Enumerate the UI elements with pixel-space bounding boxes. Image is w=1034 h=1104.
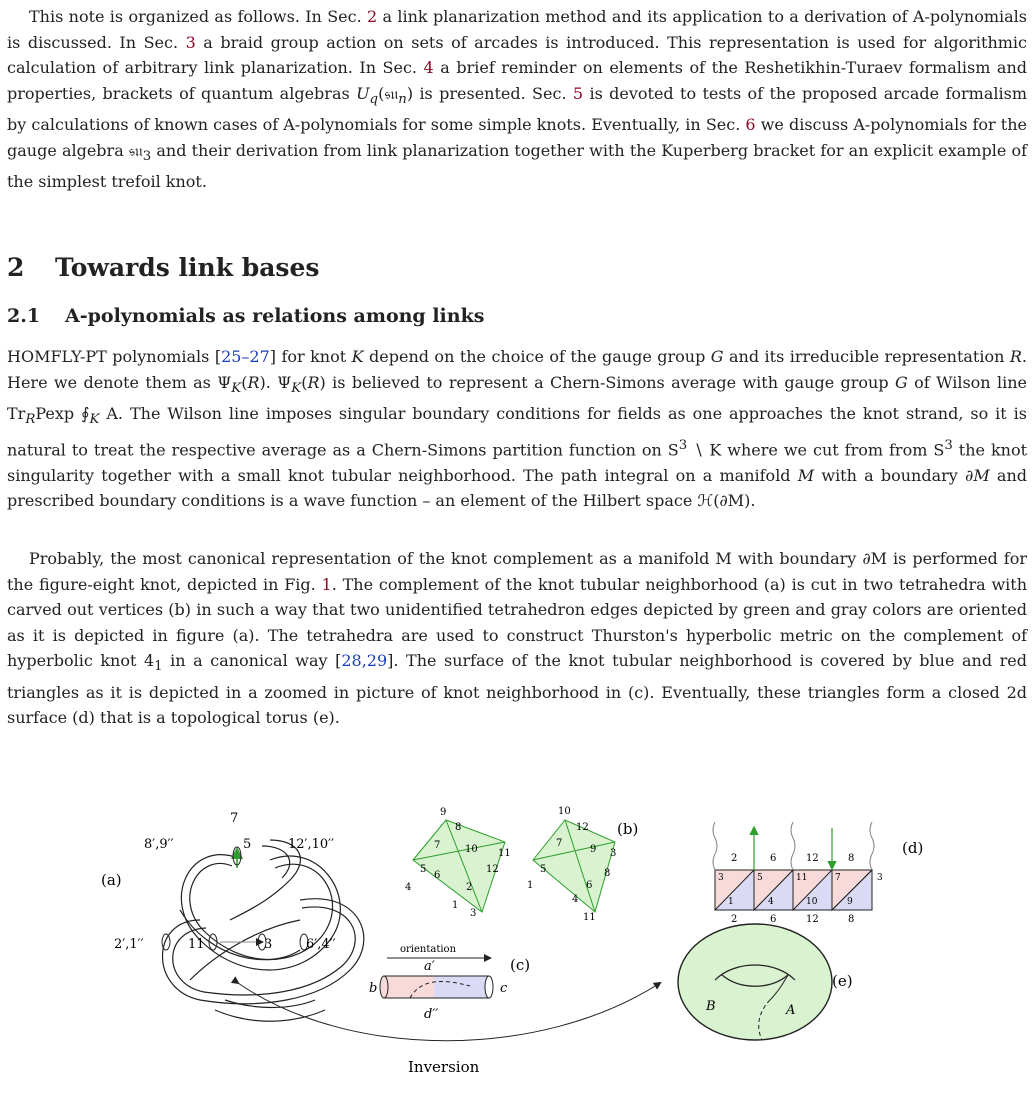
svg-text:11: 11: [796, 873, 808, 883]
svg-text:1: 1: [728, 897, 734, 907]
svg-text:3: 3: [470, 908, 477, 919]
svg-text:1: 1: [452, 900, 459, 911]
label-b: (b): [617, 820, 639, 838]
torus: [678, 924, 832, 1040]
svg-text:4: 4: [405, 882, 412, 893]
section-heading: 2 Towards link bases: [7, 253, 320, 282]
knot-label: 3: [264, 937, 273, 952]
svg-text:6: 6: [770, 914, 777, 925]
svg-text:a′: a′: [424, 959, 435, 974]
svg-text:12: 12: [806, 914, 819, 925]
knot-label: 8′,9′′: [144, 837, 174, 852]
tetrahedron-1: [405, 807, 511, 919]
knot-label: 12′,10′′: [288, 837, 335, 852]
svg-text:A: A: [786, 1003, 796, 1018]
svg-text:9: 9: [590, 844, 597, 855]
svg-text:8: 8: [848, 853, 855, 864]
svg-text:6: 6: [434, 870, 441, 881]
svg-text:5: 5: [540, 864, 547, 875]
inversion-label: Inversion: [408, 1058, 480, 1076]
svg-text:8: 8: [455, 822, 462, 833]
svg-text:2: 2: [466, 882, 473, 893]
knot-label: 11: [188, 937, 205, 952]
tetrahedron-2: [527, 806, 616, 923]
section-link-2[interactable]: 2: [367, 7, 378, 26]
svg-text:3: 3: [718, 873, 724, 883]
svg-text:12: 12: [576, 822, 589, 833]
svg-text:7: 7: [835, 873, 841, 883]
svg-text:12: 12: [486, 864, 499, 875]
figure-eight-paragraph: Probably, the most canonical representation of the knot complement as a manifold M with boundary ∂M is performed for the figure-eight knot, depicted in Fig. 1. The complement of the knot tubular neighborhood (a) is cut in two tetrahedra with carved out vertices (b) in such a way that two unidentified tetrahedron edges depicted by green and gray colors are oriented as it is depicted in figure (a). The tetrahedra are used to construct Thurston's hyperbolic metric on the complement of hyperbolic knot $4_1$ in a canonical way [28,29]. The surface of the knot tubular neighborhood is covered by blue and red triangles as it is depicted in a zoomed in picture of knot neighborhood in (c). Eventually, these triangles form a closed 2d surface (d) that is a topological torus (e).: [7, 549, 1028, 728]
svg-text:10: 10: [465, 844, 478, 855]
svg-text:b: b: [369, 981, 378, 996]
section-link-3[interactable]: 3: [185, 32, 196, 52]
label-c: (c): [510, 956, 531, 974]
knot-label: 5: [243, 837, 252, 852]
homfly-paragraph: HOMFLY-PT polynomials [25–27] for knot K depend on the choice of the gauge group G and its irreducible representation R. Here we denote them as $\Psi_K(R)$. $\Psi_K(R)$ is believed to represent a Chern-Simons average with gauge group G of Wilson line $Tr_RPexp$ $∮_K$ A. The Wilson line imposes singular boundary conditions for fields as one approaches the knot strand, so it is natural to treat the respective average as a Chern-Simons partition function on $S^3$ ∖ K where we cut from from $S^3$ the knot singularity together with a small knot tubular neighborhood. The path integral on a manifold M with a boundary ∂M and prescribed boundary conditions is a wave function – an element of the Hilbert space ℋ(∂M).: [7, 347, 1028, 511]
svg-text:3: 3: [610, 848, 617, 859]
svg-text:8: 8: [848, 914, 855, 925]
svg-text:2: 2: [731, 853, 738, 864]
svg-text:12: 12: [806, 853, 819, 864]
svg-text:7: 7: [434, 840, 441, 851]
svg-text:B: B: [706, 999, 716, 1014]
svg-text:6: 6: [586, 880, 593, 891]
citation-25-27[interactable]: 25–27: [221, 347, 270, 366]
citation-28-29[interactable]: 28,29: [341, 651, 388, 670]
svg-text:9: 9: [440, 807, 447, 818]
knot-label: 2′,1′′: [114, 937, 144, 952]
label-e: (e): [832, 972, 853, 990]
knot-label: 7: [230, 811, 239, 826]
svg-text:2: 2: [731, 914, 738, 925]
svg-text:6: 6: [770, 853, 777, 864]
svg-text:5: 5: [420, 864, 427, 875]
figure-link-1[interactable]: 1: [321, 574, 332, 594]
svg-text:7: 7: [556, 838, 563, 849]
intro-paragraph: This note is organized as follows. In Sec. 2 a link planarization method and its application to a derivation of A-polynomials is discussed. In Sec. 3 a braid group action on sets of arcades is introduced. This representation is used for algorithmic calculation of arbitrary link planarization. In Sec. 4 a brief reminder on elements of the Reshetikhin-Turaev formalism and properties, brackets of quantum algebras $U_q(𝔰𝔲_n)$ is presented. Sec. 5 is devoted to tests of the proposed arcade formalism by calculations of known cases of A-polynomials for some simple knots. Eventually, in Sec. 6 we discuss A-polynomials for the gauge algebra 𝔰𝔲$_3$ and their derivation from link planarization together with the Kuperberg bracket for an explicit example of the simplest trefoil knot.: [7, 7, 1028, 192]
label-a: (a): [101, 871, 122, 889]
knot-label: 6′,4′′: [306, 937, 336, 952]
svg-text:11: 11: [583, 912, 596, 923]
figure-eight-knot: [163, 840, 364, 1021]
section-link-5[interactable]: 5: [572, 83, 584, 103]
section-link-4[interactable]: 4: [423, 58, 434, 77]
figure-1: [0, 800, 1034, 1104]
svg-text:10: 10: [806, 897, 818, 907]
svg-text:1: 1: [527, 880, 534, 891]
svg-text:11: 11: [498, 848, 511, 859]
svg-text:d′′: d′′: [424, 1007, 439, 1022]
svg-text:4: 4: [572, 894, 579, 905]
svg-text:10: 10: [558, 806, 571, 817]
svg-text:c: c: [500, 981, 508, 996]
subsection-heading: 2.1 A-polynomials as relations among links: [7, 305, 485, 327]
svg-text:5: 5: [757, 873, 763, 883]
label-d: (d): [902, 839, 924, 857]
triangulation-grid: [713, 822, 883, 925]
svg-text:orientation: orientation: [400, 944, 457, 955]
svg-text:3: 3: [877, 873, 883, 883]
svg-text:9: 9: [847, 897, 853, 907]
svg-text:8: 8: [604, 868, 611, 879]
svg-text:4: 4: [768, 897, 774, 907]
cylinder-neighborhood: [369, 944, 508, 1022]
section-link-6[interactable]: 6: [745, 115, 756, 135]
